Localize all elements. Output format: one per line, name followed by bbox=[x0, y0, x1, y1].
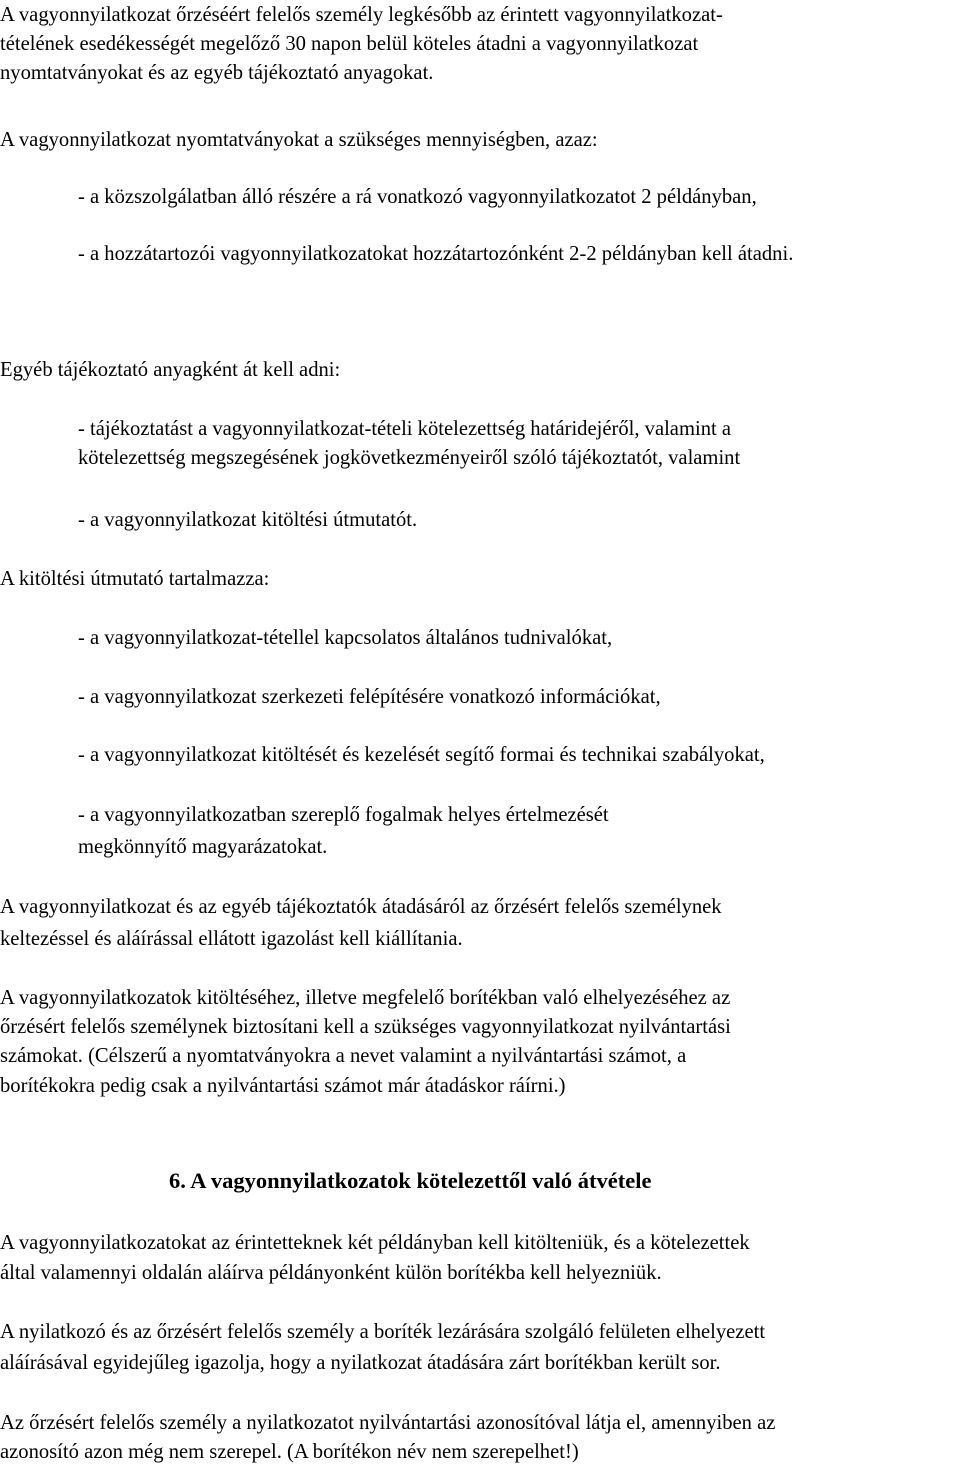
guide-lead: A kitöltési útmutató tartalmazza: bbox=[0, 568, 270, 590]
section-6-p1-line-2: által valamennyi oldalán aláírva példányonként külön borítékba kell helyezniük. bbox=[0, 1262, 662, 1284]
forms-lead: A vagyonnyilatkozat nyomtatványokat a szükséges mennyiségben, azaz: bbox=[0, 129, 598, 151]
envelopes-line-3: számokat. (Célszerű a nyomtatványokra a nevet valamint a nyilvántartási számot, a bbox=[0, 1045, 687, 1067]
other-info-lead: Egyéb tájékoztató anyagként át kell adni: bbox=[0, 359, 341, 381]
certificate-line-1: A vagyonnyilatkozat és az egyéb tájékoztatók átadásáról az őrzésért felelős személynek bbox=[0, 896, 722, 918]
forms-item-1: - a közszolgálatban álló részére a rá vonatkozó vagyonnyilatkozatot 2 példányban, bbox=[78, 186, 757, 208]
intro-line-2: tételének esedékességét megelőző 30 napon belül köteles átadni a vagyonnyilatkozat bbox=[0, 33, 699, 55]
envelopes-line-1: A vagyonnyilatkozatok kitöltéséhez, illetve megfelelő borítékban való elhelyezéséhez az bbox=[0, 987, 731, 1009]
intro-line-3: nyomtatványokat és az egyéb tájékoztató anyagokat. bbox=[0, 62, 434, 84]
guide-item-2: - a vagyonnyilatkozat szerkezeti felépítésére vonatkozó információkat, bbox=[78, 686, 661, 708]
certificate-line-2: keltezéssel és aláírással ellátott igazolást kell kiállítania. bbox=[0, 928, 463, 950]
guide-item-4-line-2: megkönnyítő magyarázatokat. bbox=[78, 836, 328, 858]
envelopes-line-4: borítékokra pedig csak a nyilvántartási számot már átadáskor ráírni.) bbox=[0, 1075, 566, 1097]
section-6-p3-line-1: Az őrzésért felelős személy a nyilatkozatot nyilvántartási azonosítóval látja el, amennyiben az bbox=[0, 1412, 776, 1434]
other-info-item-1-line-2: kötelezettség megszegésének jogkövetkezményeiről szóló tájékoztatót, valamint bbox=[78, 447, 741, 469]
guide-item-1: - a vagyonnyilatkozat-tétellel kapcsolatos általános tudnivalókat, bbox=[78, 627, 613, 649]
intro-line-1: A vagyonnyilatkozat őrzéséért felelős személy legkésőbb az érintett vagyonnyilatkozat- bbox=[0, 4, 723, 26]
section-6-p2-line-1: A nyilatkozó és az őrzésért felelős személy a boríték lezárására szolgáló felületen elhelyezett bbox=[0, 1321, 766, 1343]
forms-item-2: - a hozzátartozói vagyonnyilatkozatokat hozzátartozónként 2-2 példányban kell átadni. bbox=[78, 243, 794, 265]
section-6-p1-line-1: A vagyonnyilatkozatokat az érintetteknek két példányban kell kitölteniük, és a kötelezettek bbox=[0, 1232, 750, 1254]
guide-item-3: - a vagyonnyilatkozat kitöltését és kezelését segítő formai és technikai szabályokat, bbox=[78, 744, 765, 766]
envelopes-line-2: őrzésért felelős személynek biztosítani kell a szükséges vagyonnyilatkozat nyilvántartási bbox=[0, 1016, 731, 1038]
section-6-p2-line-2: aláírásával egyidejűleg igazolja, hogy a nyilatkozat átadására zárt borítékban került sor. bbox=[0, 1352, 721, 1374]
section-6-p3-line-2: azonosító azon még nem szerepel. (A borítékon név nem szerepelhet!) bbox=[0, 1441, 579, 1463]
other-info-item-2: - a vagyonnyilatkozat kitöltési útmutatót. bbox=[78, 509, 418, 531]
other-info-item-1-line-1: - tájékoztatást a vagyonnyilatkozat-tételi kötelezettség határidejéről, valamint a bbox=[78, 418, 731, 440]
section-6-heading: 6. A vagyonnyilatkozatok kötelezettől való átvétele bbox=[169, 1168, 652, 1193]
guide-item-4-line-1: - a vagyonnyilatkozatban szereplő fogalmak helyes értelmezését bbox=[78, 804, 609, 826]
